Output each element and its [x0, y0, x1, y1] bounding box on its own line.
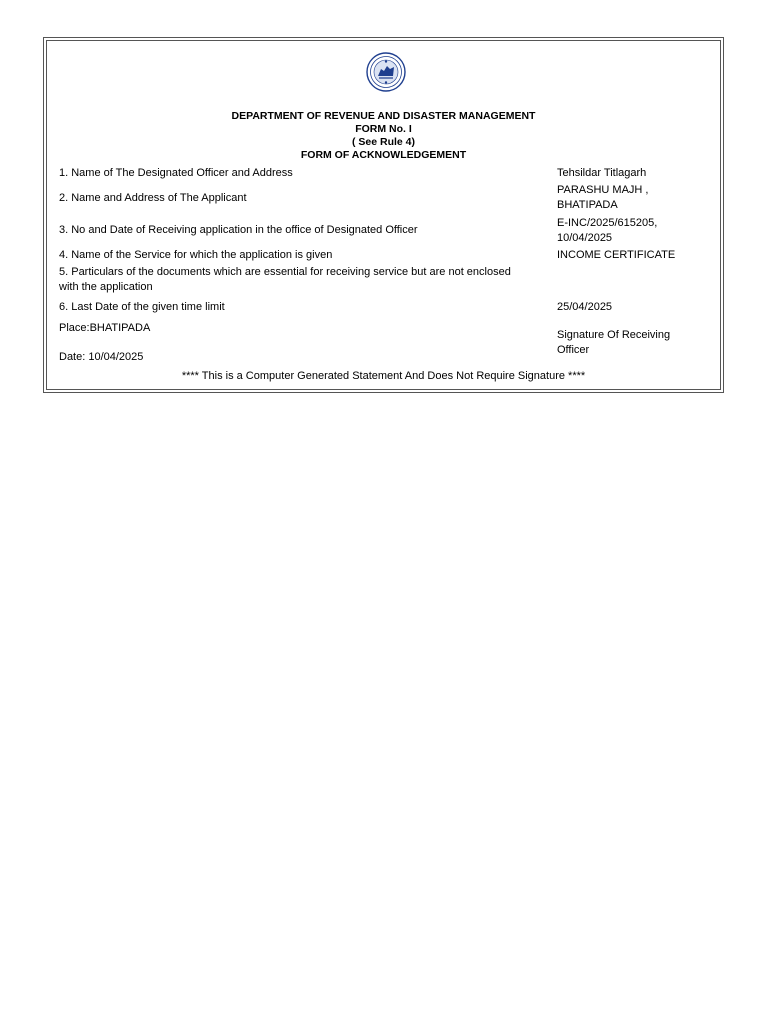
- row-3-value-line2: 10/04/2025: [557, 232, 613, 244]
- row-5-label-line2: with the application: [59, 281, 153, 293]
- row-2-value-line2: BHATIPADA: [557, 199, 618, 211]
- row-2-label: 2. Name and Address of The Applicant: [59, 192, 247, 204]
- row-3-label: 3. No and Date of Receiving application in the office of Designated Officer: [59, 224, 418, 236]
- row-3-value-line1: E-INC/2025/615205,: [557, 217, 658, 229]
- row-1-value: Tehsildar Titlagarh: [557, 167, 647, 179]
- place: Place:BHATIPADA: [59, 322, 151, 334]
- form-inner-border: [46, 40, 721, 390]
- row-6-value: 25/04/2025: [557, 301, 613, 313]
- date: Date: 10/04/2025: [59, 351, 144, 363]
- acknowledgement-form: [43, 37, 724, 393]
- state-emblem-icon: [365, 51, 407, 93]
- signature-label-line1: Signature Of Receiving: [557, 329, 671, 341]
- computer-generated-note: **** This is a Computer Generated Statement And Does Not Require Signature ****: [181, 370, 586, 382]
- row-2-value-line1: PARASHU MAJH ,: [557, 184, 649, 196]
- rule-reference: ( See Rule 4): [351, 136, 416, 148]
- department-title: DEPARTMENT OF REVENUE AND DISASTER MANAGEMENT: [231, 110, 536, 122]
- row-4-label: 4. Name of the Service for which the application is given: [59, 249, 333, 261]
- row-6-label: 6. Last Date of the given time limit: [59, 301, 225, 313]
- form-title: FORM OF ACKNOWLEDGEMENT: [300, 149, 467, 161]
- signature-label-line2: Officer: [557, 344, 590, 356]
- row-4-value: INCOME CERTIFICATE: [557, 249, 676, 261]
- row-1-label: 1. Name of The Designated Officer and Address: [59, 167, 293, 179]
- form-number: FORM No. I: [355, 123, 412, 135]
- row-5-label-line1: 5. Particulars of the documents which are essential for receiving service but are not enclosed: [59, 266, 511, 278]
